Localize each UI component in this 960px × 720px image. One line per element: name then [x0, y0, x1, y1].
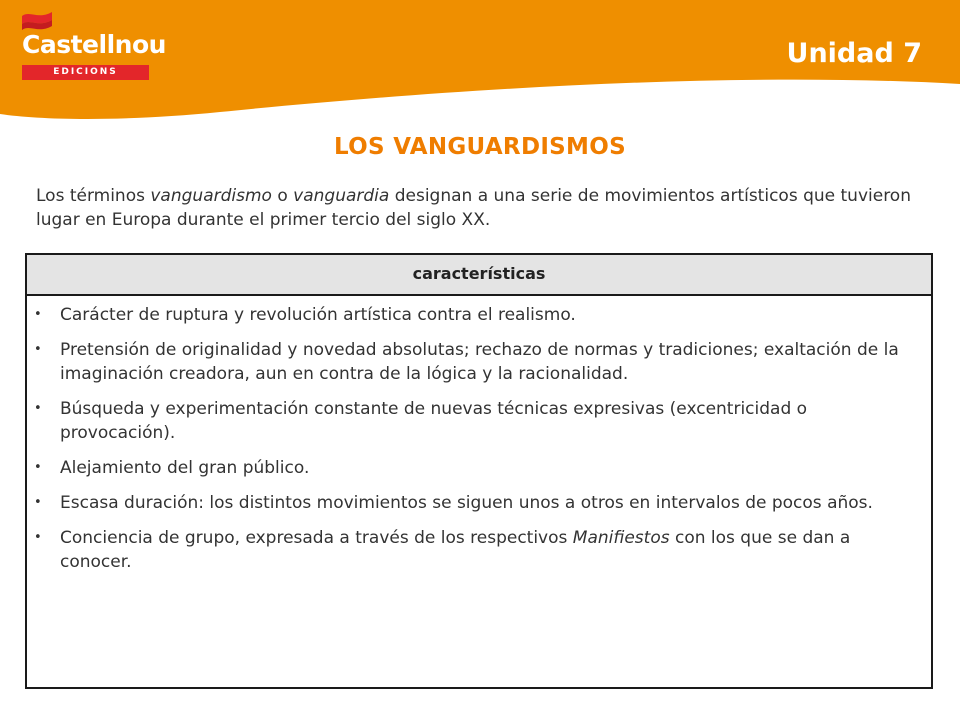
header-banner	[0, 0, 960, 120]
logo-band: EDICIONS	[22, 65, 149, 80]
bullet-icon: •	[34, 530, 42, 545]
list-item-text: Carácter de ruptura y revolución artística contra el realismo.	[60, 305, 576, 325]
bullet-icon: •	[34, 342, 42, 357]
characteristics-list	[27, 296, 931, 574]
characteristics-heading: características	[27, 255, 931, 296]
intro-term-vanguardismo: vanguardismo	[150, 186, 272, 206]
list-item-text: Búsqueda y experimentación constante de nuevas técnicas expresivas (excentricidad o provocación).	[60, 399, 808, 443]
unit-label: Unidad 7	[786, 38, 922, 69]
list-item	[34, 526, 911, 574]
intro-text-1: Los términos	[36, 186, 151, 206]
list-item-text: Pretensión de originalidad y novedad absolutas; rechazo de normas y tradiciones; exaltación de la imaginación creadora, aun en contra de la lógica y la racionalidad.	[60, 340, 899, 384]
list-item	[34, 397, 911, 445]
castellnou-logo	[20, 10, 166, 77]
list-item-text-pre: Conciencia de grupo, expresada a través de los respectivos	[60, 528, 573, 548]
bullet-icon: •	[34, 401, 42, 416]
logo-name: Castellnou	[22, 30, 166, 59]
bullet-icon: •	[34, 307, 42, 322]
list-item-text: Escasa duración: los distintos movimientos se siguen unos a otros en intervalos de pocos años.	[60, 493, 873, 513]
characteristics-box	[25, 253, 933, 689]
list-item-text-post: con los que se dan a conocer.	[60, 528, 851, 572]
bullet-icon: •	[34, 460, 42, 475]
list-item	[34, 338, 911, 386]
page-title: LOS VANGUARDISMOS	[334, 134, 626, 160]
list-item	[34, 491, 911, 515]
intro-text-3: designan a una serie de movimientos artísticos que tuvieron lugar en Europa durante el primer tercio del siglo XX.	[36, 186, 911, 230]
bullet-icon: •	[34, 495, 42, 510]
intro-text-2: o	[271, 186, 294, 206]
list-item	[34, 456, 911, 480]
list-item-text: Alejamiento del gran público.	[60, 458, 310, 478]
list-item	[34, 303, 911, 327]
intro-paragraph	[36, 184, 916, 232]
intro-term-vanguardia: vanguardia	[293, 186, 390, 206]
list-item-emphasis: Manifiestos	[572, 528, 670, 548]
